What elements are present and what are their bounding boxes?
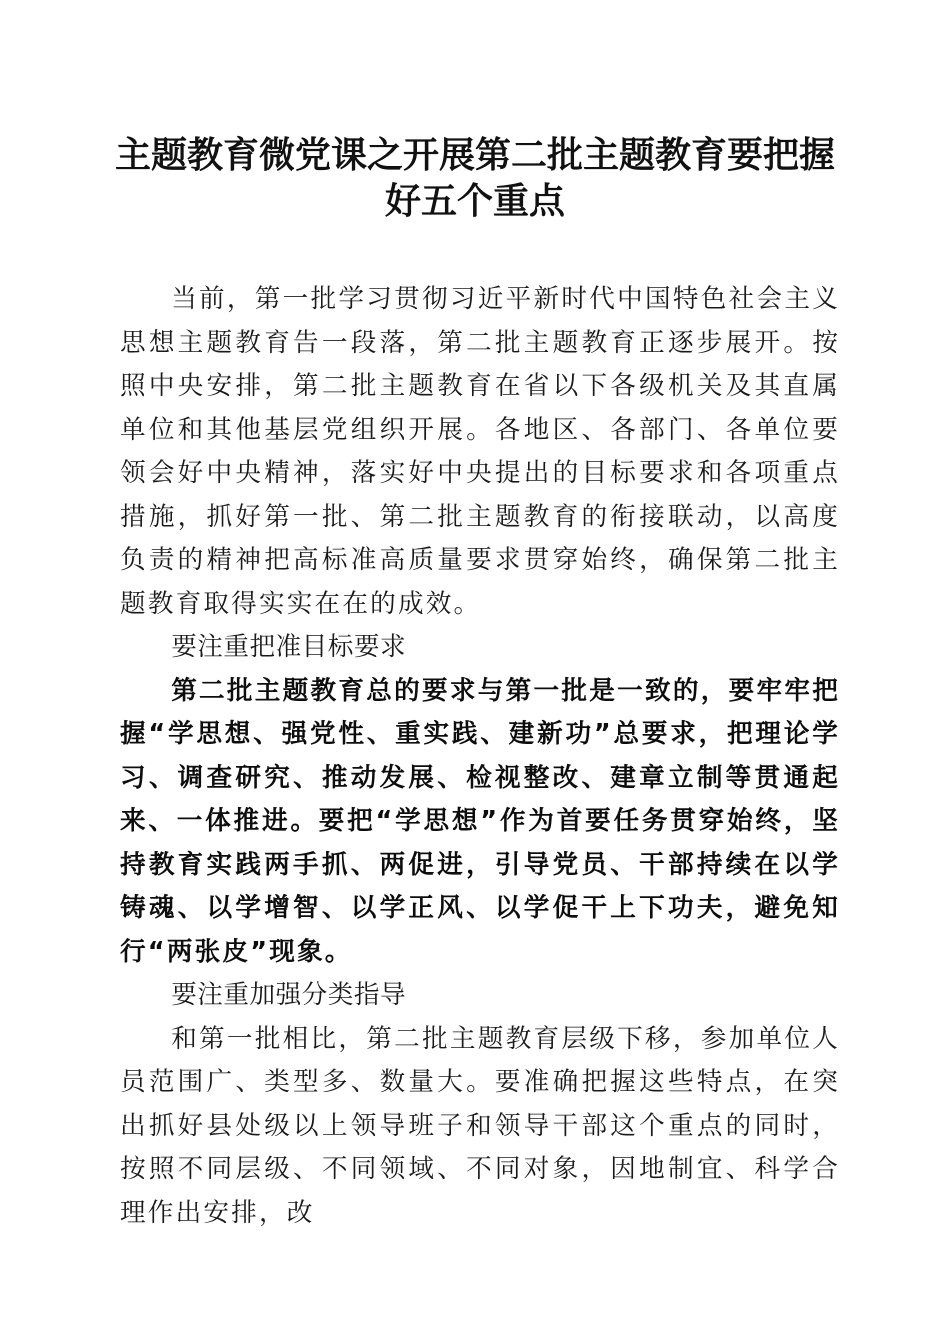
document-body <box>120 278 840 1235</box>
guidance-paragraph: 和第一批相比，第二批主题教育层级下移，参加单位人员范围广、类型多、数量大。要准确把握这些特点，在突出抓好县处级以上领导班子和领导干部这个重点的同时，按照不同层级、不同领域、不同对象，因地制宜、科学合理作出安排，改 <box>120 1023 840 1228</box>
goals-paragraph: 第二批主题教育总的要求与第一批是一致的，要牢牢把握“学思想、强党性、重实践、建新功”总要求，把理论学习、调查研究、推动发展、检视整改、建章立制等贯通起来、一体推进。要把“学思想”作为首要任务贯穿始终，坚持教育实践两手抓、两促进，引导党员、干部持续在以学铸魂、以学增智、以学正风、以学促干上下功夫，避免知行“两张皮”现象。 <box>120 675 840 967</box>
document-title: 主题教育微党课之开展第二批主题教育要把握好五个重点 <box>114 134 835 222</box>
section-heading-guidance: 要注重加强分类指导 <box>171 980 407 1010</box>
intro-paragraph: 当前，第一批学习贯彻习近平新时代中国特色社会主义思想主题教育告一段落，第二批主题教育正逐步展开。按照中央安排，第二批主题教育在省以下各级机关及其直属单位和其他基层党组织开展。各地区、各部门、各单位要领会好中央精神，落实好中央提出的目标要求和各项重点措施，抓好第一批、第二批主题教育的衔接联动，以高度负责的精神把高标准高质量要求贯穿始终，确保第二批主题教育取得实实在在的成效。 <box>120 284 840 619</box>
section-heading-goals: 要注重把准目标要求 <box>171 632 407 662</box>
